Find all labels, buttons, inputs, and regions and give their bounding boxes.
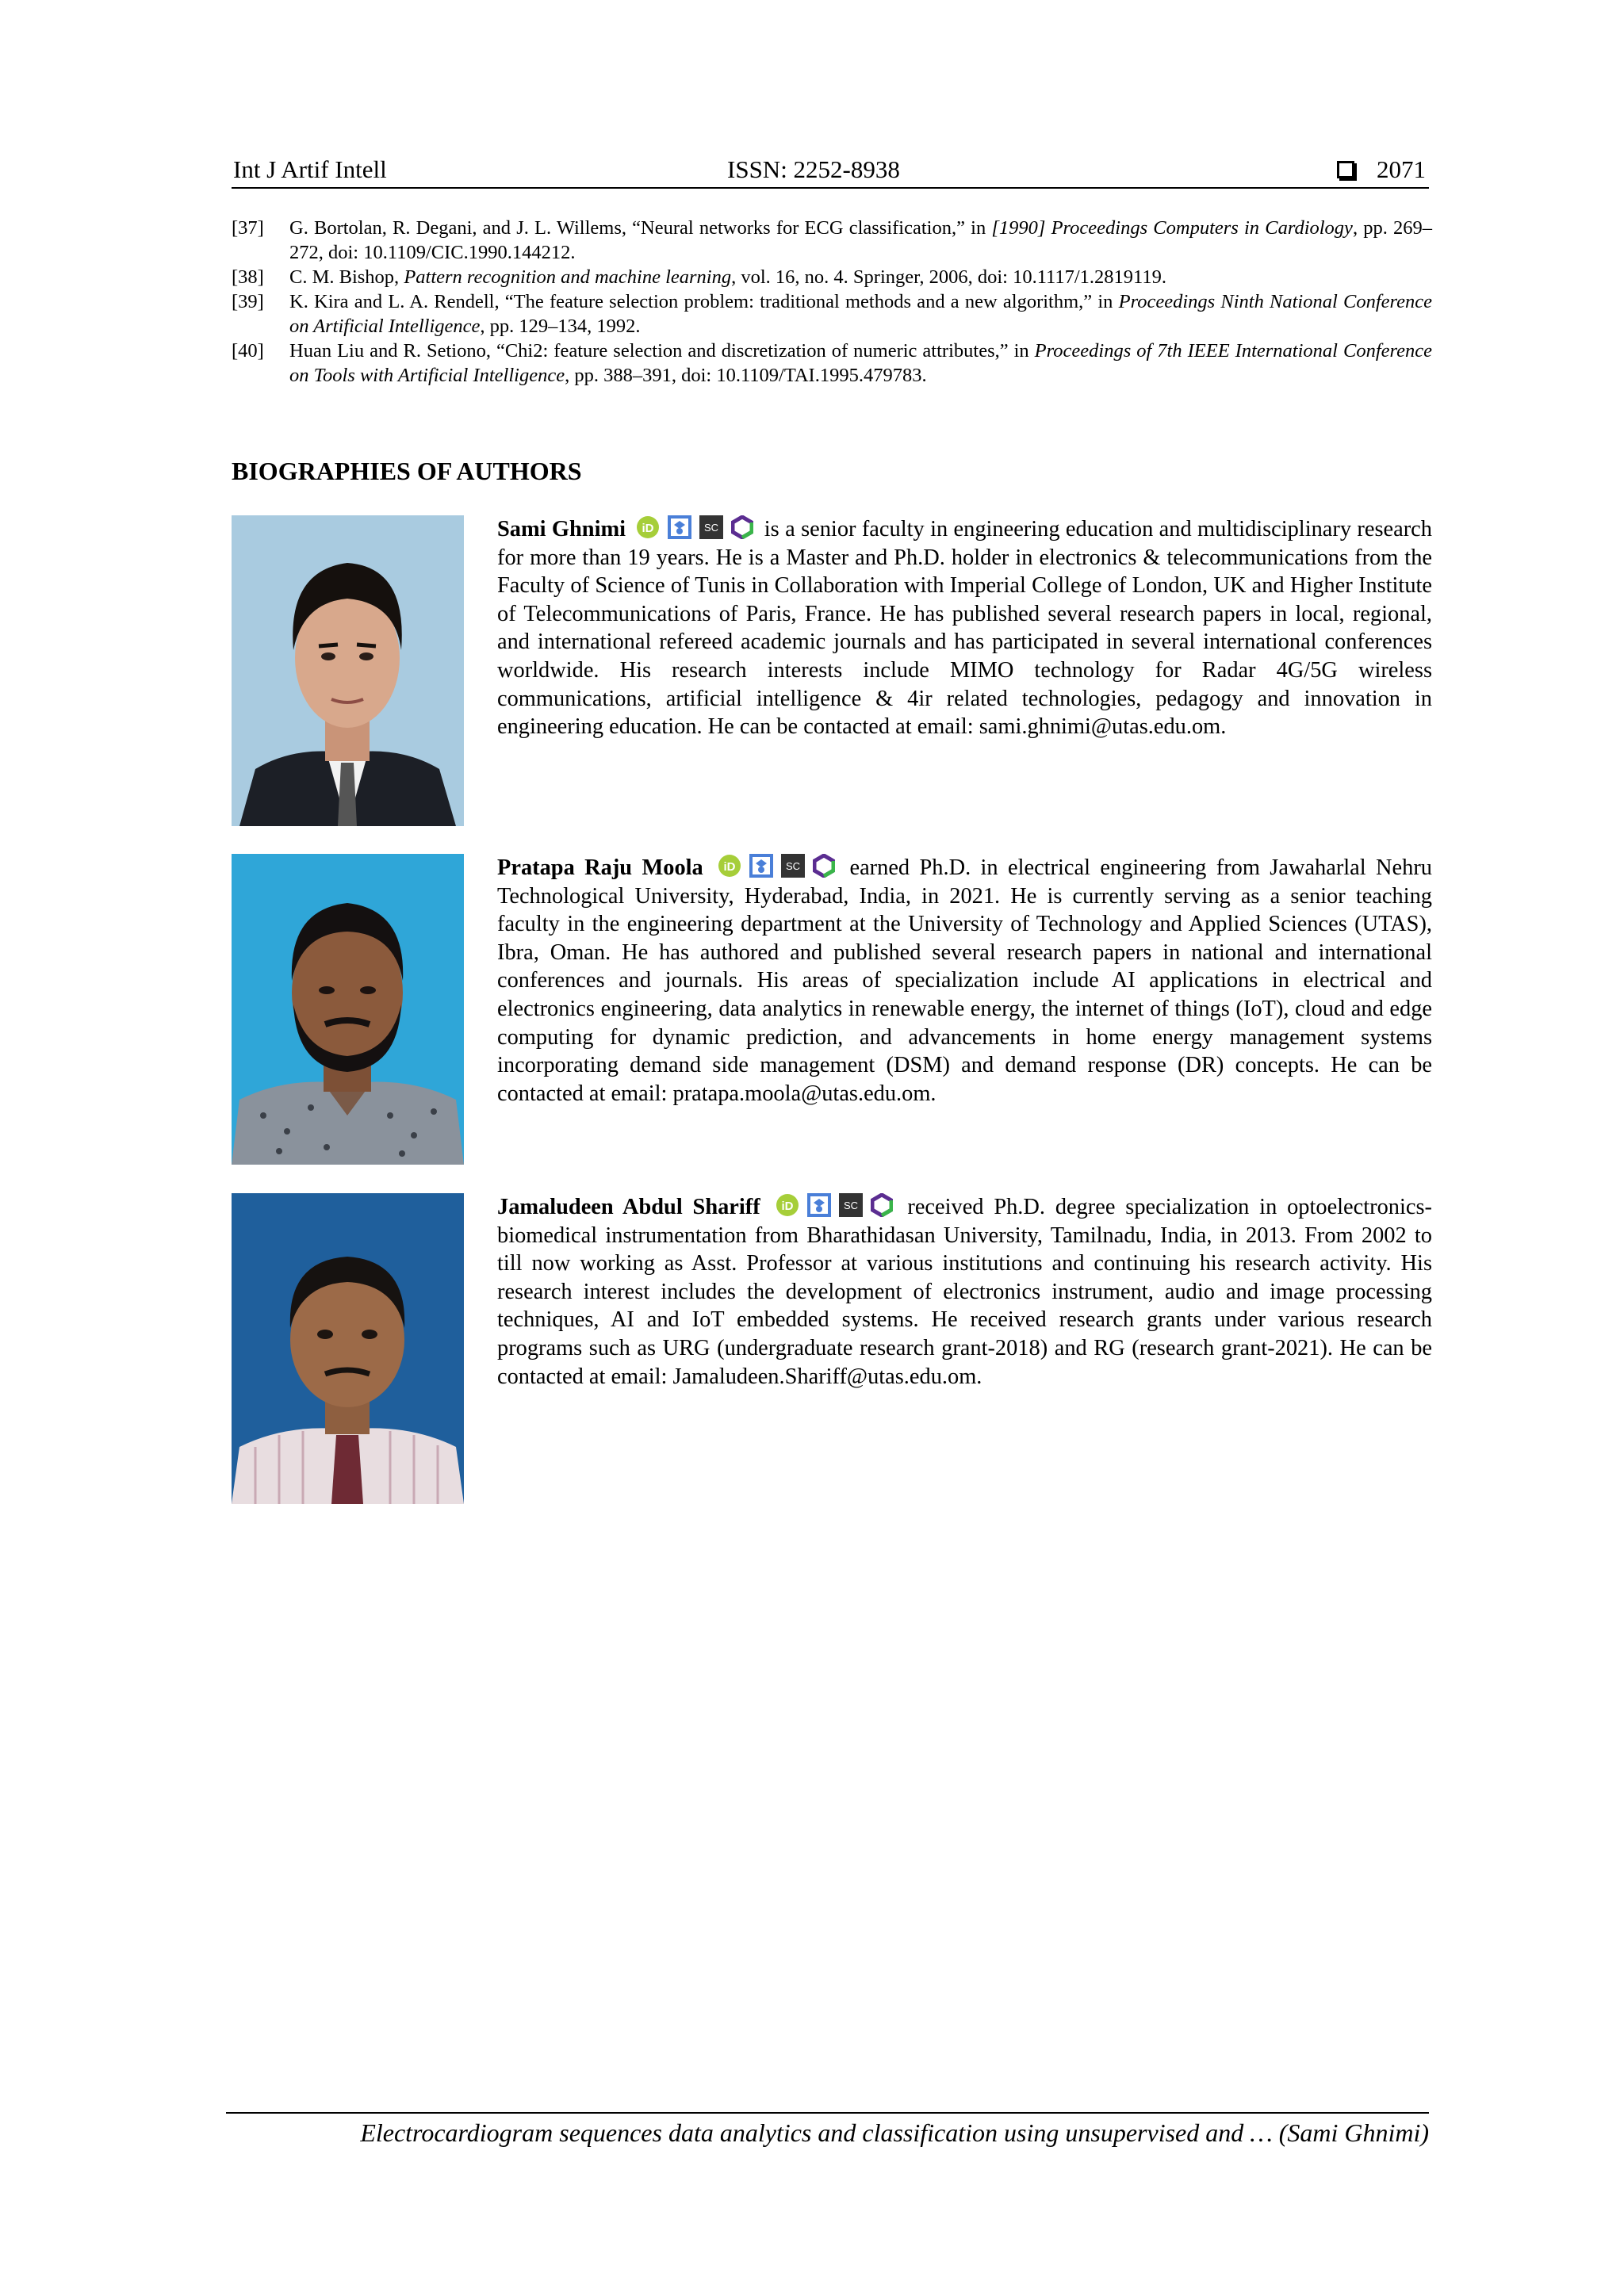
issn: ISSN: 2252-8938 xyxy=(727,155,900,183)
author-profile-icons xyxy=(636,515,753,539)
page-box-icon xyxy=(1337,161,1354,178)
reference-text: K. Kira and L. A. Rendell, “The feature selection problem: traditional methods and a new algorithm,” in Proceedings Ninth National Conference on Artificial Intelligence, pp. 129–134, 1992. xyxy=(289,291,1433,337)
reference-text: C. M. Bishop, Pattern recognition and machine learning, vol. 16, no. 4. Springer, 2006, doi: 10.1117/1.2819119. xyxy=(289,266,1167,288)
page-number: 2071 xyxy=(1377,155,1426,183)
svg-text:SC: SC xyxy=(843,1200,858,1211)
author-profile-icons xyxy=(718,854,835,878)
author-photo xyxy=(232,1193,464,1504)
svg-text:SC: SC xyxy=(704,522,719,534)
author-bio-body: earned Ph.D. in electrical engineering from Jawaharlal Nehru Technological University, Hyderabad, India, in 2021. He is currently serving as a senior teaching faculty in the engineering department at the University of Technology and Applied Sciences (UTAS), Ibra, Oman. He has authored and published several research papers in national and international conferences and journals. His areas of specialization include AI applications in electrical and electronics engineering, data analytics in renewable energy, the internet of things (IoT), cloud and edge computing for dynamic prediction, and advancements in home energy management systems incorporating demand side management (DSM) and demand response (DR) concepts. He can be contacted at email: pratapa.moola@utas.edu.om. xyxy=(497,855,1432,1106)
section-title: BIOGRAPHIES OF AUTHORS xyxy=(232,457,582,485)
svg-text:iD: iD xyxy=(781,1200,794,1213)
author-photo xyxy=(232,515,464,826)
author-bio-text xyxy=(497,1193,1432,1391)
svg-text:iD: iD xyxy=(723,860,736,874)
author-bio-body: is a senior faculty in engineering education and multidisciplinary research for more than 19 years. He is a Master and Ph.D. holder in electronics & telecommunications from the Faculty of Science of Tunis in Collaboration with Imperial College of London, UK and Higher Institute of Telecommunications of Paris, France. He has published several research papers in local, regional, and international refereed academic journals and has participated in several international conferences worldwide. His research interests include MIMO technology for Radar 4G/5G wireless communications, artificial intelligence & 4ir related technologies, pedagogy and innovation in engineering education. He can be contacted at email: sami.ghnimi@utas.edu.om. xyxy=(497,517,1432,740)
reference-number: [40] xyxy=(232,340,264,362)
author-bio-text xyxy=(497,854,1432,1108)
google-scholar-icon[interactable] xyxy=(807,1193,831,1217)
reference-number: [39] xyxy=(232,291,264,312)
scopus-icon[interactable] xyxy=(781,854,805,878)
author-bio-text xyxy=(497,515,1432,741)
references-list xyxy=(232,216,1432,388)
google-scholar-icon[interactable] xyxy=(749,854,773,878)
reference-text: Huan Liu and R. Setiono, “Chi2: feature selection and discretization of numeric attributes,” in Proceedings of 7th IEEE International Conference on Tools with Artificial Intelligence, pp. 388–391, doi: 10.1109/TAI.1995.479783. xyxy=(289,340,1432,386)
reference-item xyxy=(232,265,1432,289)
reference-item xyxy=(232,289,1432,339)
orcid-icon[interactable] xyxy=(636,515,660,539)
author-name: Pratapa Raju Moola xyxy=(497,855,703,880)
google-scholar-icon[interactable] xyxy=(668,515,691,539)
scopus-icon[interactable] xyxy=(699,515,723,539)
author-name: Jamaludeen Abdul Shariff xyxy=(497,1195,760,1219)
journal-name: Int J Artif Intell xyxy=(233,155,387,183)
svg-text:iD: iD xyxy=(642,522,654,535)
reference-text: G. Bortolan, R. Degani, and J. L. Willems, “Neural networks for ECG classification,” in [1990] Proceedings Computers in Cardiology, pp. 269–272, doi: 10.1109/CIC.1990.144212. xyxy=(289,217,1433,263)
running-footer: Electrocardiogram sequences data analytics and classification using unsupervised and … (Sami Ghnimi) xyxy=(226,2112,1429,2149)
reference-number: [37] xyxy=(232,217,264,239)
orcid-icon[interactable] xyxy=(718,854,741,878)
author-photo xyxy=(232,854,464,1165)
svg-text:SC: SC xyxy=(786,860,801,872)
publons-icon[interactable] xyxy=(871,1193,893,1217)
orcid-icon[interactable] xyxy=(776,1193,799,1217)
reference-item xyxy=(232,339,1432,388)
author-name: Sami Ghnimi xyxy=(497,517,626,541)
publons-icon[interactable] xyxy=(731,515,753,539)
scopus-icon[interactable] xyxy=(839,1193,863,1217)
running-header xyxy=(232,155,1429,189)
publons-icon[interactable] xyxy=(813,854,835,878)
author-profile-icons xyxy=(776,1193,893,1217)
reference-number: [38] xyxy=(232,266,264,288)
author-bio-body: received Ph.D. degree specialization in optoelectronics-biomedical instrumentation from Bharathidasan University, Tamilnadu, India, in 2013. From 2002 to till now working as Asst. Professor at various institutions and continuing his research activity. His research interest includes the development of electronics instrument, audio and image processing techniques, AI and IoT embedded systems. He received research grants under various research programs such as URG (undergraduate research grant-2018) and RG (research grant-2021). He can be contacted at email: Jamaludeen.Shariff@utas.edu.om. xyxy=(497,1195,1432,1389)
reference-item xyxy=(232,216,1432,265)
